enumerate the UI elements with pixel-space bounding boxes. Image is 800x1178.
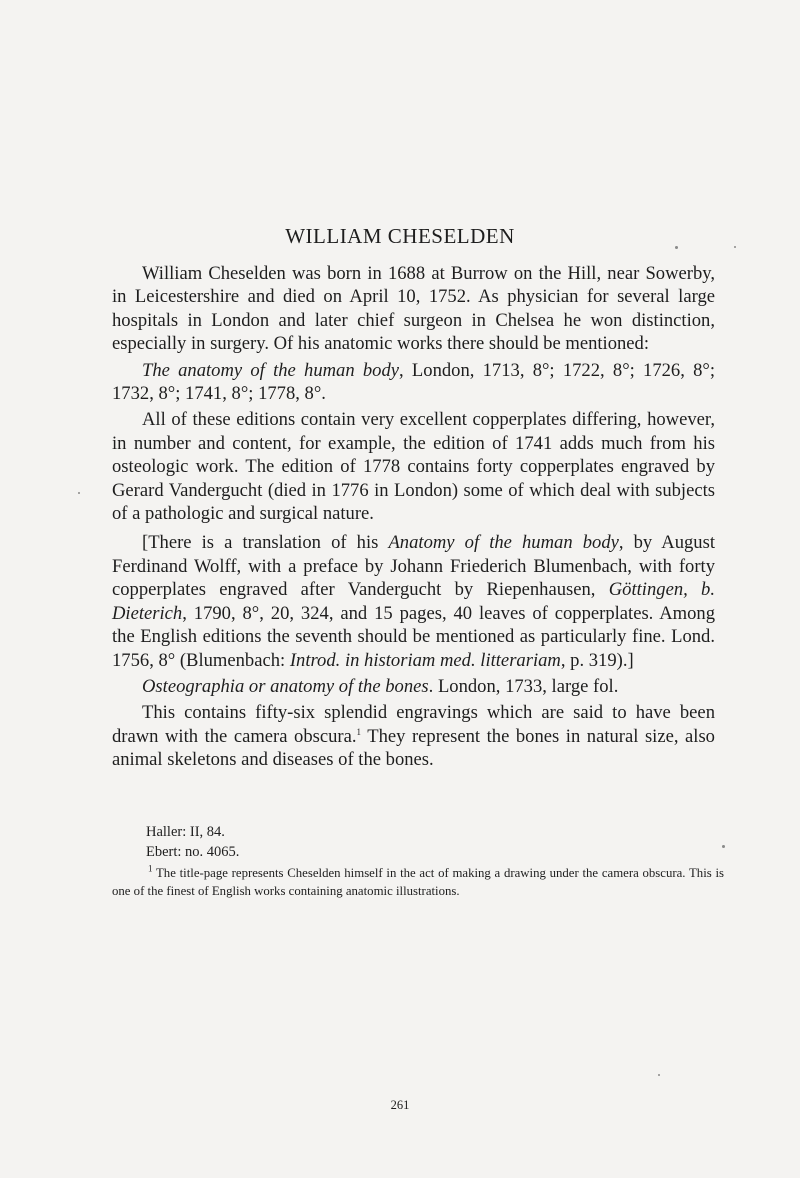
paragraph-osteographia [112, 675, 715, 698]
translation-text-a: [There is a translation of his [142, 532, 389, 554]
work-title-anatomy-translation: Anatomy of the human body [388, 532, 619, 554]
page-title: WILLIAM CHESELDEN [285, 224, 515, 248]
ink-speck [722, 845, 725, 848]
translation-text-g: , p. 319).] [560, 649, 634, 671]
ink-speck [734, 246, 736, 248]
paragraph-anatomy-editions [112, 359, 715, 406]
main-text [112, 262, 715, 772]
copperplates-text: All of these editions contain very excellent copperplates differing, however, in number and content, for example, the edition of 1741 adds much from his osteologic work. The edition of 1778 contains forty copperplates engraved by Gerard Vandergucht (died in 1776 in London) some of which deal with subjects of a pathologic and surgical nature. [112, 409, 715, 525]
blumenbach-work-italic: Introd. in historiam med. litterariam [289, 649, 561, 671]
footnote [112, 864, 724, 900]
ink-speck [78, 492, 80, 494]
page-number: 261 [390, 1098, 410, 1112]
footnote-marker: 1 [356, 726, 362, 737]
engravings-text-a: This contains fifty-six splendid engravings which are said to have been drawn with the camera obscura. [112, 702, 715, 747]
biography-text: William Cheselden was born in 1688 at Burrow on the Hill, near Sowerby, in Leicestershire and died on April 10, 1752. As physician for several large hospitals in London and later chief surgeon in Chelsea he won distinction, especially in surgery. Of his anatomic works there should be mentioned: [112, 263, 715, 355]
paragraph-copperplates [112, 408, 715, 525]
osteographia-text: . London, 1733, large fol. [428, 675, 619, 697]
anatomy-editions-text: , London, 1713, 8°; 1722, 8°; 1726, 8°; 1732, 8°; 1741, 8°; 1778, 8°. [112, 359, 715, 405]
paragraph-engravings [112, 701, 715, 771]
work-title-anatomy: The anatomy of the human body [142, 359, 400, 381]
paragraph-translation [112, 531, 715, 671]
reference-ebert: Ebert: no. 4065. [146, 844, 240, 860]
reference-haller: Haller: II, 84. [146, 824, 225, 840]
translation-text-c: , by August Ferdinand Wolff, with a preface by Johann Friederich Blumenbach, with forty copperplates engraved after Vandergucht by Riepenhausen, [112, 532, 716, 601]
engravings-text-b: They represent the bones in natural size, also animal skeletons and diseases of the bones. [112, 725, 715, 771]
references [146, 822, 239, 862]
work-title-osteographia: Osteographia or anatomy of the bones [142, 675, 429, 697]
publisher-italic: Göttingen, b. Dieterich [112, 579, 716, 624]
footnote-text: The title-page represents Cheselden himself in the act of making a drawing under the camera obscura. This is one of the finest of English works containing anatomic illustrations. [112, 866, 724, 898]
ink-speck [675, 246, 678, 249]
ink-speck [658, 1074, 660, 1076]
paragraph-biography [112, 262, 715, 356]
translation-text-e: , 1790, 8°, 20, 324, and 15 pages, 40 leaves of copperplates. Among the English editions the seventh should be mentioned as particularly fine. Lond. 1756, 8° (Blumenbach: [112, 602, 715, 671]
footnote-number: 1 [148, 863, 153, 874]
